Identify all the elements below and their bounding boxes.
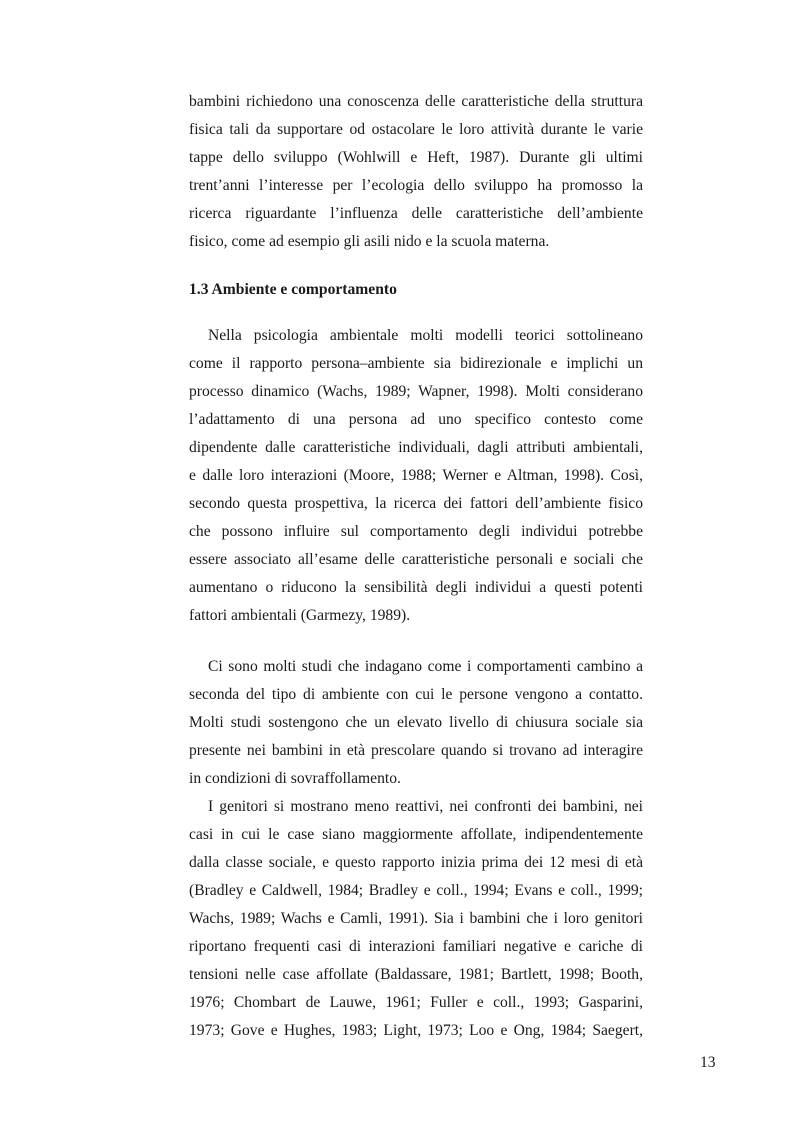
paragraph-line: seconda del tipo di ambiente con cui le persone vengono a contatto. <box>189 686 643 703</box>
paragraph-line: secondo questa prospettiva, la ricerca dei fattori dell’ambiente fisico <box>189 495 643 512</box>
paragraph-line: Ci sono molti studi che indagano come i comportamenti cambino a <box>208 658 643 675</box>
paragraph-line: riportano frequenti casi di interazioni familiari negative e cariche di <box>189 938 643 955</box>
paragraph-line: come il rapporto persona–ambiente sia bidirezionale e implichi un <box>189 355 643 372</box>
paragraph-line: essere associato all’esame delle caratteristiche personali e sociali che <box>189 551 643 568</box>
paragraph-line: processo dinamico (Wachs, 1989; Wapner, 1998). Molti considerano <box>189 383 643 400</box>
paragraph-line: casi in cui le case siano maggiormente affollate, indipendentemente <box>189 826 643 843</box>
paragraph-line: Molti studi sostengono che un elevato livello di chiusura sociale sia <box>189 714 643 731</box>
page-number: 13 <box>700 1054 716 1071</box>
paragraph-line: Nella psicologia ambientale molti modelli teorici sottolineano <box>208 327 643 344</box>
paragraph-line: che possono influire sul comportamento degli individui potrebbe <box>189 523 643 540</box>
paragraph-line: dipendente dalle caratteristiche individuali, dagli attributi ambientali, <box>189 439 643 456</box>
intro-line: bambini richiedono una conoscenza delle caratteristiche della struttura <box>189 93 643 110</box>
paragraph-line: l’adattamento di una persona ad uno specifico contesto come <box>189 411 643 428</box>
paragraph-line: (Bradley e Caldwell, 1984; Bradley e coll., 1994; Evans e coll., 1999; <box>189 882 643 899</box>
paragraph-line: e dalle loro interazioni (Moore, 1988; Werner e Altman, 1998). Così, <box>189 467 643 484</box>
intro-line: fisica tali da supportare od ostacolare le loro attività durante le varie <box>189 121 643 138</box>
intro-line: tappe dello sviluppo (Wohlwill e Heft, 1987). Durante gli ultimi <box>189 149 643 166</box>
section-heading: 1.3 Ambiente e comportamento <box>189 281 397 298</box>
paragraph-1 <box>189 322 643 630</box>
paragraph-2 <box>189 653 643 793</box>
paragraph-line: dalla classe sociale, e questo rapporto inizia prima dei 12 mesi di età <box>189 854 643 871</box>
paragraph-line: 1976; Chombart de Lauwe, 1961; Fuller e coll., 1993; Gasparini, <box>189 994 643 1011</box>
paragraph-line: fattori ambientali (Garmezy, 1989). <box>189 607 411 624</box>
intro-line: ricerca riguardante l’influenza delle caratteristiche dell’ambiente <box>189 205 643 222</box>
intro-paragraph <box>189 88 643 256</box>
paragraph-line: in condizioni di sovraffollamento. <box>189 770 401 787</box>
paragraph-line: presente nei bambini in età prescolare quando si trovano ad interagire <box>189 742 643 759</box>
paragraph-line: Wachs, 1989; Wachs e Camli, 1991). Sia i bambini che i loro genitori <box>189 910 643 927</box>
paragraph-line: I genitori si mostrano meno reattivi, nei confronti dei bambini, nei <box>208 798 643 815</box>
paragraph-3 <box>189 793 643 1045</box>
paragraph-line: tensioni nelle case affollate (Baldassare, 1981; Bartlett, 1998; Booth, <box>189 966 643 983</box>
intro-line: trent’anni l’interesse per l’ecologia dello sviluppo ha promosso la <box>189 177 643 194</box>
paragraph-line: aumentano o riducono la sensibilità degli individui a questi potenti <box>189 579 643 596</box>
intro-line: fisico, come ad esempio gli asili nido e la scuola materna. <box>189 233 550 250</box>
paragraph-line: 1973; Gove e Hughes, 1983; Light, 1973; Loo e Ong, 1984; Saegert, <box>189 1022 643 1039</box>
